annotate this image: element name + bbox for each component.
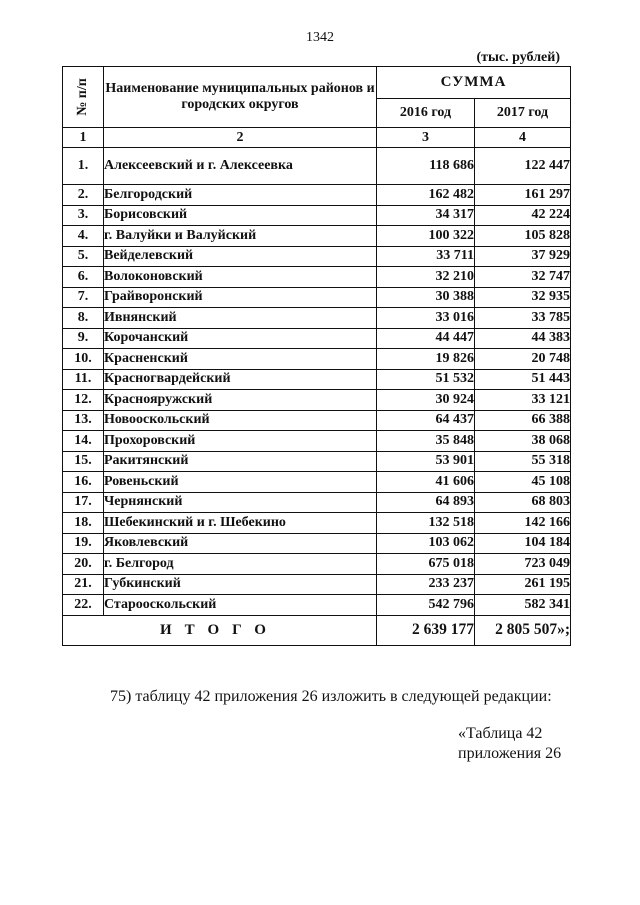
row-value-2017: 33 121 (475, 390, 571, 411)
row-name: г. Белгород (104, 554, 377, 575)
row-value-2016: 34 317 (377, 205, 475, 226)
row-name: Борисовский (104, 205, 377, 226)
row-name: Корочанский (104, 328, 377, 349)
index-row (63, 128, 571, 148)
row-value-2016: 32 210 (377, 267, 475, 288)
table-row (63, 205, 571, 226)
header-num (63, 67, 104, 128)
table-row (63, 451, 571, 472)
caption-line-2: приложения 26 (458, 745, 562, 762)
row-number: 13. (63, 410, 104, 431)
row-number: 6. (63, 267, 104, 288)
table-row (63, 246, 571, 267)
row-value-2016: 64 893 (377, 492, 475, 513)
row-number: 11. (63, 369, 104, 390)
row-value-2016: 41 606 (377, 472, 475, 493)
row-value-2017: 45 108 (475, 472, 571, 493)
row-value-2016: 675 018 (377, 554, 475, 575)
index-cell: 2 (104, 128, 377, 148)
row-value-2017: 122 447 (475, 148, 571, 185)
row-number: 15. (63, 451, 104, 472)
row-value-2016: 132 518 (377, 513, 475, 534)
row-name: Губкинский (104, 574, 377, 595)
row-name: Красненский (104, 349, 377, 370)
row-value-2017: 161 297 (475, 185, 571, 206)
row-number: 4. (63, 226, 104, 247)
row-value-2016: 30 924 (377, 390, 475, 411)
row-name: Старооскольский (104, 595, 377, 616)
row-value-2016: 51 532 (377, 369, 475, 390)
row-value-2017: 32 935 (475, 287, 571, 308)
table-row (63, 410, 571, 431)
row-value-2017: 51 443 (475, 369, 571, 390)
row-name: Вейделевский (104, 246, 377, 267)
row-number: 8. (63, 308, 104, 329)
table-row (63, 308, 571, 329)
row-name: Волоконовский (104, 267, 377, 288)
table-row (63, 554, 571, 575)
table-row (63, 595, 571, 616)
row-name: Белгородский (104, 185, 377, 206)
row-number: 9. (63, 328, 104, 349)
total-label: ИТОГО (63, 615, 377, 645)
row-name: г. Валуйки и Валуйский (104, 226, 377, 247)
row-value-2017: 42 224 (475, 205, 571, 226)
total-2016: 2 639 177 (377, 615, 475, 645)
row-number: 12. (63, 390, 104, 411)
table-row (63, 431, 571, 452)
row-value-2016: 33 016 (377, 308, 475, 329)
row-number: 16. (63, 472, 104, 493)
row-number: 17. (63, 492, 104, 513)
table-row (63, 287, 571, 308)
row-value-2016: 33 711 (377, 246, 475, 267)
row-number: 20. (63, 554, 104, 575)
row-value-2016: 19 826 (377, 349, 475, 370)
row-number: 19. (63, 533, 104, 554)
total-2017: 2 805 507»; (475, 615, 571, 645)
row-name: Ровеньский (104, 472, 377, 493)
row-name: Алексеевский и г. Алексеевка (104, 148, 377, 185)
row-value-2017: 32 747 (475, 267, 571, 288)
row-value-2017: 37 929 (475, 246, 571, 267)
caption-line-1: «Таблица 42 (458, 725, 543, 742)
row-name: Грайворонский (104, 287, 377, 308)
row-value-2016: 542 796 (377, 595, 475, 616)
row-value-2017: 723 049 (475, 554, 571, 575)
table-row (63, 148, 571, 185)
row-value-2017: 261 195 (475, 574, 571, 595)
table-row (63, 513, 571, 534)
units-label: (тыс. рублей) (476, 50, 560, 65)
row-value-2016: 35 848 (377, 431, 475, 452)
row-value-2017: 66 388 (475, 410, 571, 431)
row-number: 21. (63, 574, 104, 595)
table-row (63, 369, 571, 390)
row-number: 10. (63, 349, 104, 370)
row-number: 2. (63, 185, 104, 206)
row-value-2016: 118 686 (377, 148, 475, 185)
row-value-2016: 233 237 (377, 574, 475, 595)
header-year-2017: 2017 год (475, 99, 571, 128)
row-value-2017: 44 383 (475, 328, 571, 349)
table-row (63, 533, 571, 554)
page-number: 1342 (306, 30, 334, 45)
row-name: Ракитянский (104, 451, 377, 472)
table-row (63, 226, 571, 247)
index-cell: 3 (377, 128, 475, 148)
row-number: 18. (63, 513, 104, 534)
header-num-text: № п/п (75, 78, 90, 116)
row-value-2017: 104 184 (475, 533, 571, 554)
row-name: Шебекинский и г. Шебекино (104, 513, 377, 534)
index-cell: 1 (63, 128, 104, 148)
row-number: 3. (63, 205, 104, 226)
row-number: 14. (63, 431, 104, 452)
table-row (63, 328, 571, 349)
row-name: Краснояружский (104, 390, 377, 411)
row-number: 1. (63, 148, 104, 185)
row-name: Чернянский (104, 492, 377, 513)
row-number: 5. (63, 246, 104, 267)
table-row (63, 349, 571, 370)
row-value-2017: 142 166 (475, 513, 571, 534)
table-caption (458, 724, 561, 764)
header-name: Наименование муниципальных районов и городских округов (104, 67, 377, 128)
table-row (63, 185, 571, 206)
row-value-2016: 30 388 (377, 287, 475, 308)
row-value-2016: 44 447 (377, 328, 475, 349)
row-name: Красногвардейский (104, 369, 377, 390)
instruction-text: 75) таблицу 42 приложения 26 изложить в следующей редакции: (110, 688, 552, 705)
table-row (63, 390, 571, 411)
row-value-2017: 55 318 (475, 451, 571, 472)
index-cell: 4 (475, 128, 571, 148)
row-value-2016: 64 437 (377, 410, 475, 431)
row-name: Прохоровский (104, 431, 377, 452)
row-value-2016: 100 322 (377, 226, 475, 247)
row-value-2017: 33 785 (475, 308, 571, 329)
table-row (63, 267, 571, 288)
table-row (63, 472, 571, 493)
row-value-2017: 105 828 (475, 226, 571, 247)
row-value-2017: 20 748 (475, 349, 571, 370)
table-row (63, 574, 571, 595)
header-year-2016: 2016 год (377, 99, 475, 128)
table-row (63, 492, 571, 513)
row-value-2016: 162 482 (377, 185, 475, 206)
row-value-2016: 103 062 (377, 533, 475, 554)
row-number: 7. (63, 287, 104, 308)
budget-table (62, 66, 571, 646)
header-sum: СУММА (377, 67, 571, 99)
row-value-2016: 53 901 (377, 451, 475, 472)
row-value-2017: 38 068 (475, 431, 571, 452)
total-row (63, 615, 571, 645)
row-value-2017: 68 803 (475, 492, 571, 513)
row-number: 22. (63, 595, 104, 616)
row-name: Ивнянский (104, 308, 377, 329)
row-value-2017: 582 341 (475, 595, 571, 616)
row-name: Яковлевский (104, 533, 377, 554)
row-name: Новооскольский (104, 410, 377, 431)
